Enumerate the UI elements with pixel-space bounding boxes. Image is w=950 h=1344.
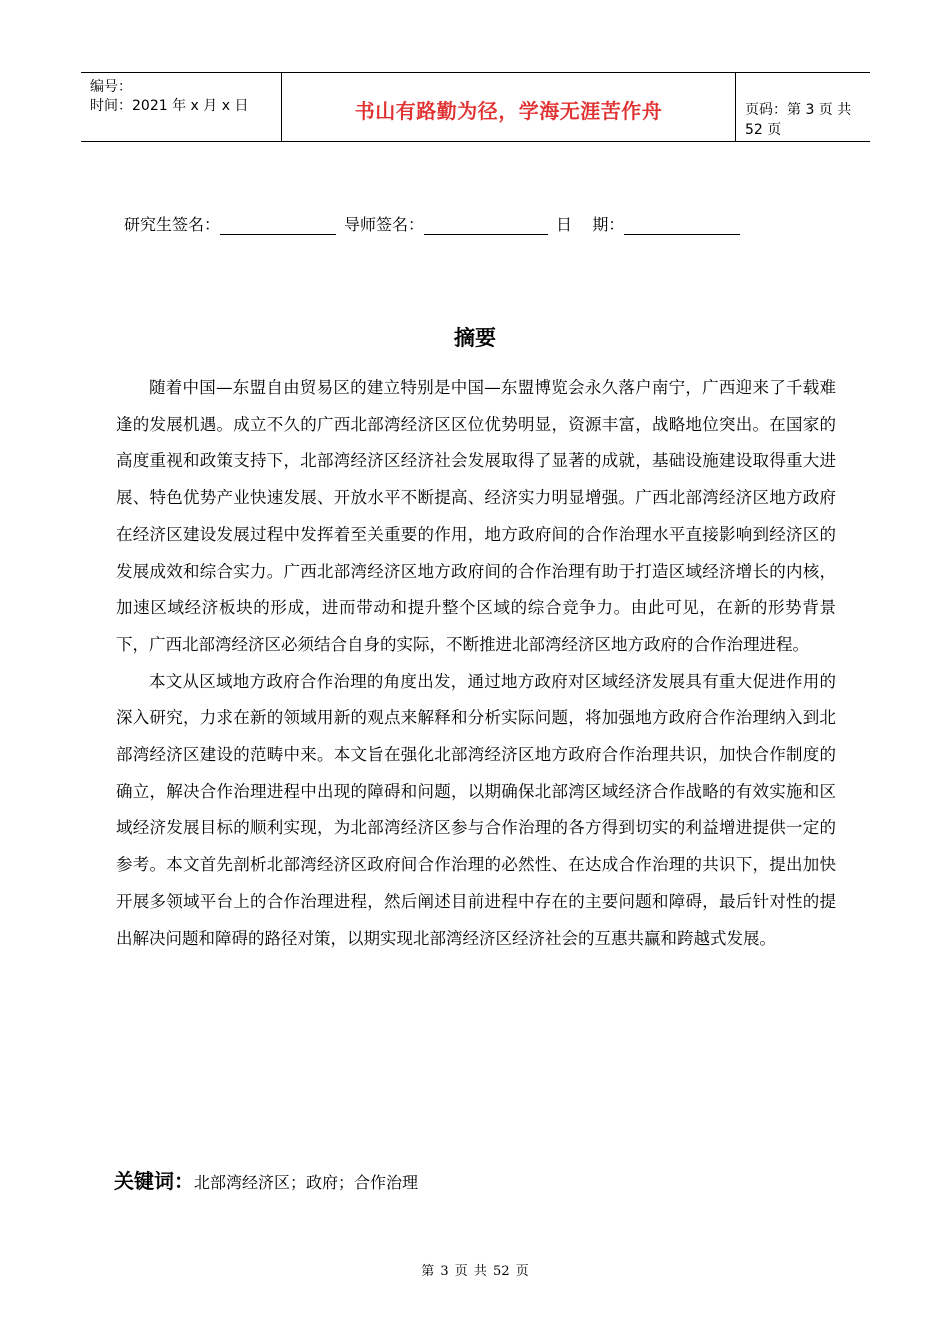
- document-date: 时间：2021 年 x 月 x 日: [90, 98, 249, 114]
- document-number: 编号：: [90, 79, 132, 95]
- keywords-label: 关键词：: [114, 1169, 194, 1193]
- date-blank: [624, 216, 740, 235]
- signature-line: [124, 212, 748, 235]
- abstract-title: 摘要: [454, 326, 496, 350]
- date-label: 日 期：: [556, 215, 625, 234]
- abstract-body: [116, 370, 836, 957]
- header-info-cell: [81, 73, 281, 141]
- header-motto-cell: [281, 73, 736, 141]
- keywords-text: 北部湾经济区；政府；合作治理: [194, 1173, 419, 1192]
- advisor-signature-label: 导师签名：: [344, 215, 425, 234]
- page-footer: 第 3 页 共 52 页: [421, 1264, 529, 1279]
- advisor-signature-blank: [424, 216, 548, 235]
- abstract-paragraph: 本文从区域地方政府合作治理的角度出发，通过地方政府对区域经济发展具有重大促进作用的深入研究，力求在新的领域用新的观点来解释和分析实际问题，将加强地方政府合作治理纳入到北部湾经济区建设的范畴中来。本文旨在强化北部湾经济区地方政府合作治理共识，加快合作制度的确立，解决合作治理进程中出现的障碍和问题，以期确保北部湾区域经济合作战略的有效实施和区域经济发展目标的顺利实现，为北部湾经济区参与合作治理的各方得到切实的利益增进提供一定的参考。本文首先剖析北部湾经济区政府间合作治理的必然性、在达成合作治理的共识下，提出加快开展多领域平台上的合作治理进程，然后阐述目前进程中存在的主要问题和障碍，最后针对性的提出解决问题和障碍的路径对策，以期实现北部湾经济区经济社会的互惠共赢和跨越式发展。: [116, 671, 836, 948]
- student-signature-blank: [220, 216, 336, 235]
- abstract-paragraph: 随着中国—东盟自由贸易区的建立特别是中国—东盟博览会永久落户南宁，广西迎来了千载难逢的发展机遇。成立不久的广西北部湾经济区区位优势明显，资源丰富，战略地位突出。在国家的高度重视和政策支持下，北部湾经济区经济社会发展取得了显著的成就，基础设施建设取得重大进展、特色优势产业快速发展、开放水平不断提高、经济实力明显增强。广西北部湾经济区地方政府在经济区建设发展过程中发挥着至关重要的作用，地方政府间的合作治理水平直接影响到经济区的发展成效和综合实力。广西北部湾经济区地方政府间的合作治理有助于打造区域经济增长的内核，加速区域经济板块的形成，进而带动和提升整个区域的综合竞争力。由此可见，在新的形势背景下，广西北部湾经济区必须结合自身的实际，不断推进北部湾经济区地方政府的合作治理进程。: [116, 378, 836, 654]
- student-signature-label: 研究生签名：: [124, 215, 221, 234]
- header-page-number: 页码：第 3 页 共 52 页: [745, 102, 852, 138]
- keywords: [114, 1165, 418, 1194]
- header-motto: 书山有路勤为径，学海无涯苦作舟: [354, 99, 663, 123]
- page-header: [81, 72, 870, 142]
- header-page-cell: [735, 73, 870, 141]
